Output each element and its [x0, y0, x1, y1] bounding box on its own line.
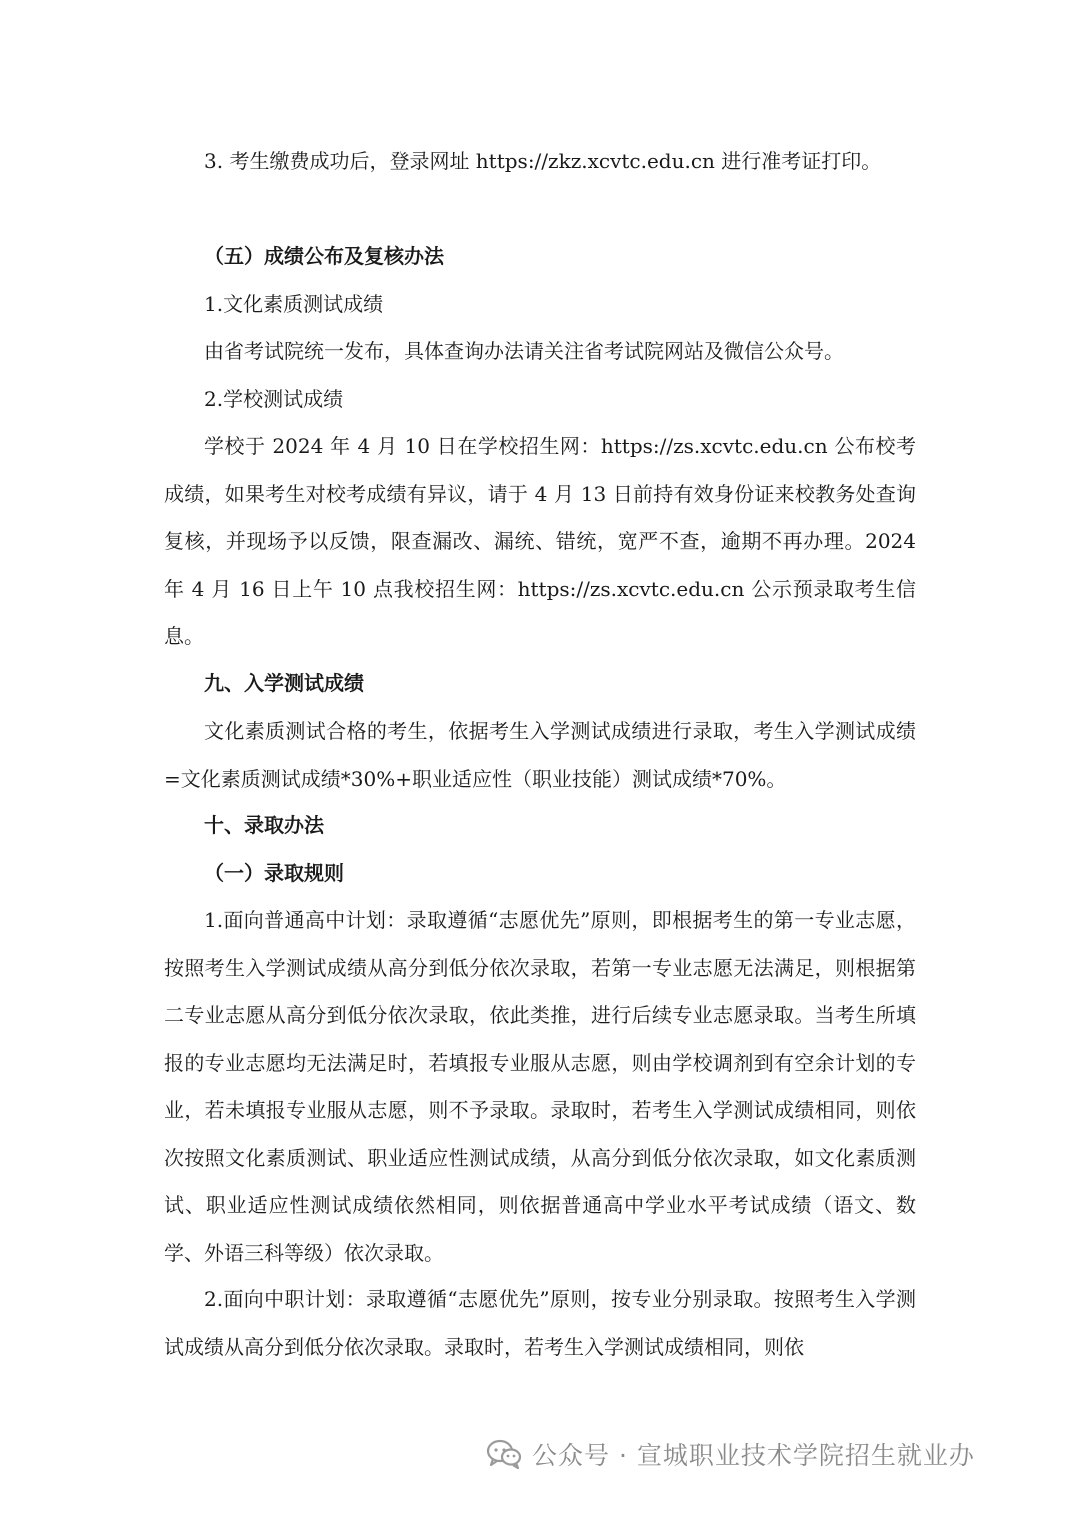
wechat-watermark	[486, 1432, 975, 1476]
section-heading-results: （五）成绩公布及复核办法	[204, 244, 444, 268]
paragraph-entrance-score: 文化素质测试合格的考生，依据考生入学测试成绩进行录取，考生入学测试成绩=文化素质测试成绩*30%+职业适应性（职业技能）测试成绩*70%。	[164, 719, 916, 791]
paragraph-admission-ticket: 3. 考生缴费成功后，登录网址 https://zkz.xcvtc.edu.cn 进行准考证打印。	[204, 149, 882, 173]
subsection-heading-admission-rules: （一）录取规则	[204, 861, 344, 885]
section-heading-admission-method: 十、录取办法	[204, 813, 324, 837]
paragraph-general-high-school-plan: 1.面向普通高中计划：录取遵循“志愿优先”原则，即根据考生的第一专业志愿，按照考生入学测试成绩从高分到低分依次录取，若第一专业志愿无法满足，则根据第二专业志愿从高分到低分依次录取，依此类推，进行后续专业志愿录取。当考生所填报的专业志愿均无法满足时，若填报专业服从志愿，则由学校调剂到有空余计划的专业，若未填报专业服从志愿，则不予录取。录取时，若考生入学测试成绩相同，则依次按照文化素质测试、职业适应性测试成绩，从高分到低分依次录取，如文化素质测试、职业适应性测试成绩依然相同，则依据普通高中学业水平考试成绩（语文、数学、外语三科等级）依次录取。	[164, 908, 916, 1265]
wechat-icon	[486, 1438, 522, 1470]
watermark-text: 公众号 · 宣城职业技术学院招生就业办	[532, 1441, 975, 1470]
paragraph-cultural-test-results: 由省考试院统一发布，具体查询办法请关注省考试院网站及微信公众号。	[204, 339, 844, 363]
section-heading-entrance-score: 九、入学测试成绩	[204, 671, 364, 695]
list-item-cultural-test: 1.文化素质测试成绩	[204, 292, 384, 316]
list-item-school-test: 2.学校测试成绩	[204, 387, 344, 411]
paragraph-school-test-results: 学校于 2024 年 4 月 10 日在学校招生网：https://zs.xcvtc.edu.cn 公布校考成绩，如果考生对校考成绩有异议，请于 4 月 13 日前持有效身份证来校教务处查询复核，并现场予以反馈，限查漏改、漏统、错统，宽严不查，逾期不再办理。2024 年 4 月 16 日上午 10 点我校招生网：https://zs.xcvtc.edu.cn 公示预录取考生信息。	[164, 434, 916, 648]
paragraph-vocational-plan: 2.面向中职计划：录取遵循“志愿优先”原则，按专业分别录取。按照考生入学测试成绩从高分到低分依次录取。录取时，若考生入学测试成绩相同，则依	[164, 1287, 916, 1359]
